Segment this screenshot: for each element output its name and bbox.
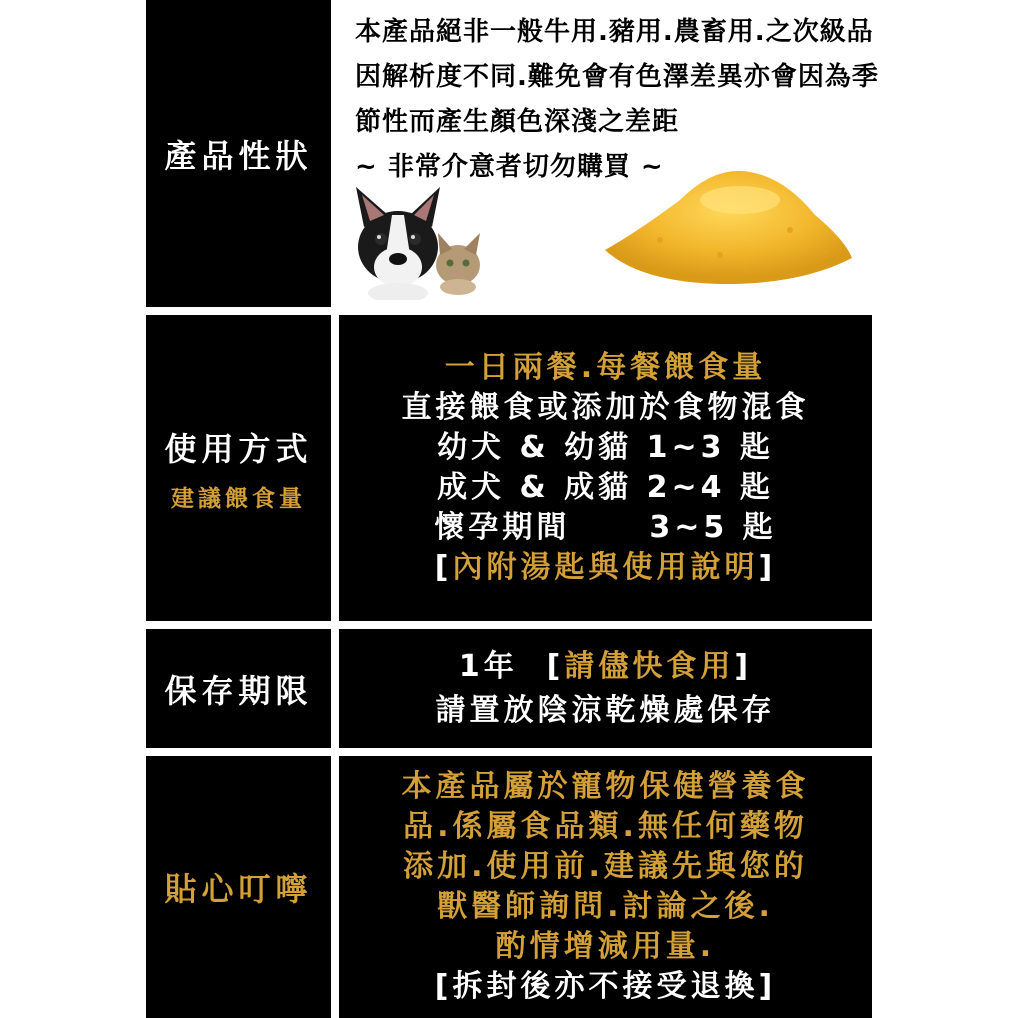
shelf-life-label: 保存期限 (164, 671, 313, 710)
reminder-line-2: 品.係屬食品類.無任何藥物 (403, 809, 808, 844)
dog-and-cat-photo (348, 185, 488, 300)
usage-label: 使用方式 (164, 429, 313, 468)
properties-line-1: 本產品絕非一般牛用.豬用.農畜用.之次級品 (355, 17, 874, 47)
shelf-life-label-block (146, 629, 331, 748)
usage-sublabel: 建議餵食量 (171, 485, 306, 512)
shelf-life-content (339, 629, 872, 748)
properties-label: 產品性狀 (164, 136, 313, 175)
properties-line-2: 因解析度不同.難免會有色澤差異亦會因為季 (355, 62, 879, 92)
dosage-row-3: 懷孕期間 3~5 匙 (434, 510, 777, 545)
reminder-line-5: 酌情增減用量. (495, 929, 716, 964)
properties-label-block (146, 0, 331, 307)
usage-label-block (146, 315, 331, 621)
properties-line-3: 節性而產生顏色深淺之差距 (355, 107, 680, 137)
reminder-content (339, 756, 872, 1018)
reminder-final: [拆封後亦不接受退換] (434, 969, 777, 1004)
reminder-line-1: 本產品屬於寵物保健營養食 (401, 769, 810, 804)
usage-heading: 一日兩餐.每餐餵食量 (444, 350, 767, 385)
dosage-row-1: 幼犬 & 幼貓 1~3 匙 (437, 430, 774, 465)
usage-content (339, 315, 872, 621)
reminder-line-4: 獸醫師詢問.討論之後. (437, 889, 774, 924)
shelf-life-storage: 請置放陰涼乾燥處保存 (435, 692, 776, 728)
reminder-label: 貼心叮嚀 (164, 870, 313, 908)
usage-note: [內附湯匙與使用說明] (434, 550, 777, 585)
reminder-label-block (146, 756, 331, 1018)
shelf-life-period: 1年 [請儘快食用] (458, 648, 753, 684)
yellow-powder-pile (600, 160, 855, 290)
properties-line-4: ~ 非常介意者切勿購買 ~ (355, 152, 664, 182)
dosage-row-2: 成犬 & 成貓 2~4 匙 (437, 470, 774, 505)
usage-line-1: 直接餵食或添加於食物混食 (401, 390, 810, 425)
reminder-line-3: 添加.使用前.建議先與您的 (403, 849, 808, 884)
